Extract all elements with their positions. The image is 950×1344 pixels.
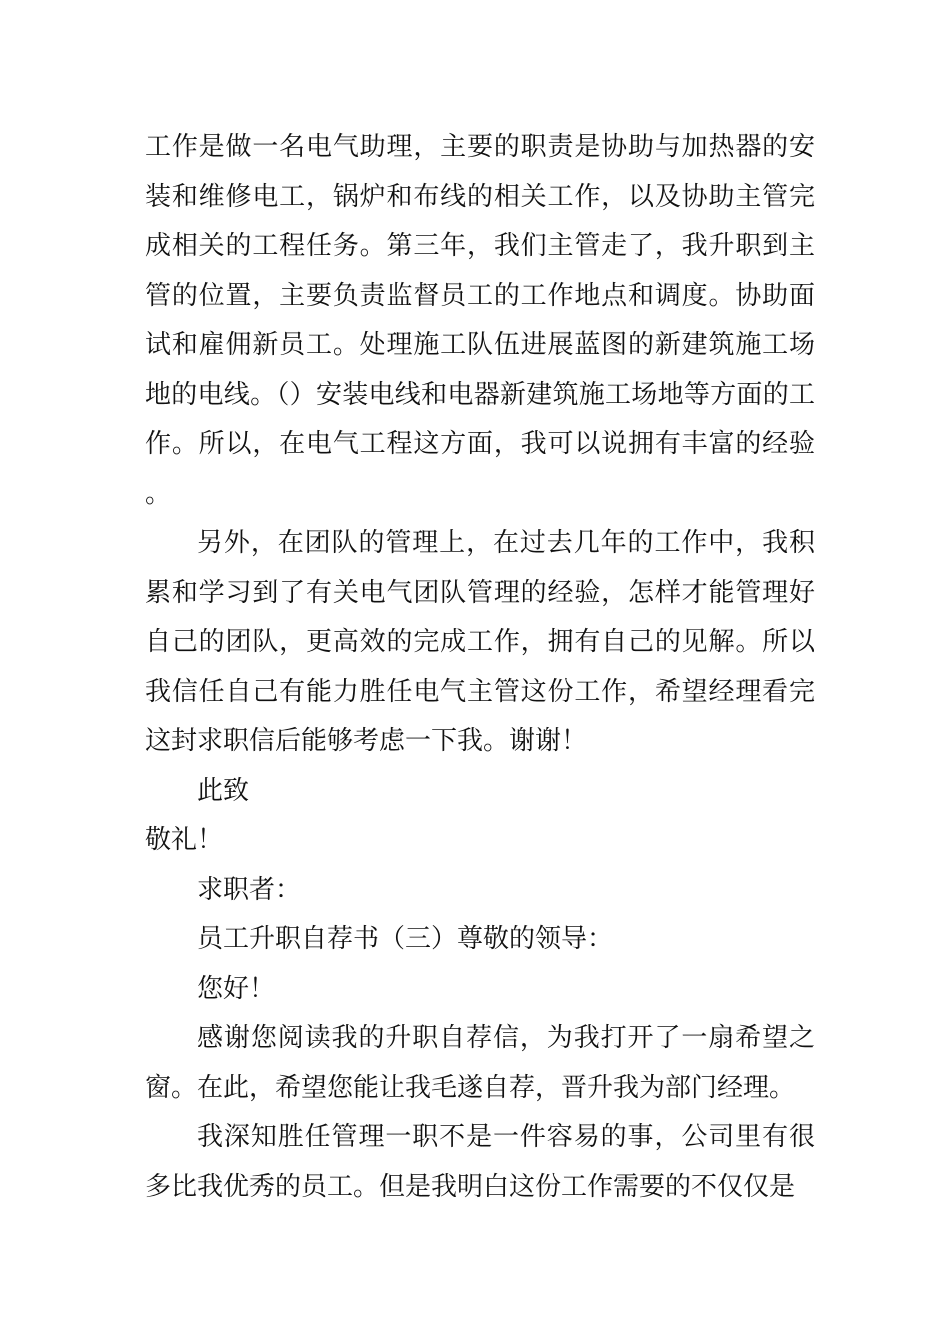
paragraph-1: 工作是做一名电气助理，主要的职责是协助与加热器的安装和维修电工，锅炉和布线的相关工作，以及协助主管完成相关的工程任务。第三年，我们主管走了，我升职到主管的位置，主要负责监督员工的工作地点和调度。协助面试和雇佣新员工。处理施工队伍进展蓝图的新建筑施工场地的电线。（）安装电线和电器新建筑施工场地等方面的工作。所以，在电气工程这方面，我可以说拥有丰富的经验。 [145,132,815,509]
paragraph-4: 我深知胜任管理一职不是一件容易的事，公司里有很多比我优秀的员工。但是我明白这份工作需要的不仅仅是 [145,1122,815,1202]
signature-line: 求职者： [197,874,302,905]
document-body [145,123,815,1212]
salutation-closing: 此致 [197,775,250,806]
greeting: 您好！ [197,973,276,1004]
paragraph-3: 感谢您阅读我的升职自荐信，为我打开了一扇希望之窗。在此，希望您能让我毛遂自荐，晋升我为部门经理。 [145,1023,815,1103]
salutation-regards: 敬礼！ [145,825,224,855]
paragraph-2: 另外，在团队的管理上，在过去几年的工作中，我积累和学习到了有关电气团队管理的经验，怎样才能管理好自己的团队，更高效的完成工作，拥有自己的见解。所以我信任自己有能力胜任电气主管这份工作，希望经理看完这封求职信后能够考虑一下我。谢谢！ [145,528,815,756]
section-title-line: 员工升职自荐书（三）尊敬的领导： [197,924,614,954]
